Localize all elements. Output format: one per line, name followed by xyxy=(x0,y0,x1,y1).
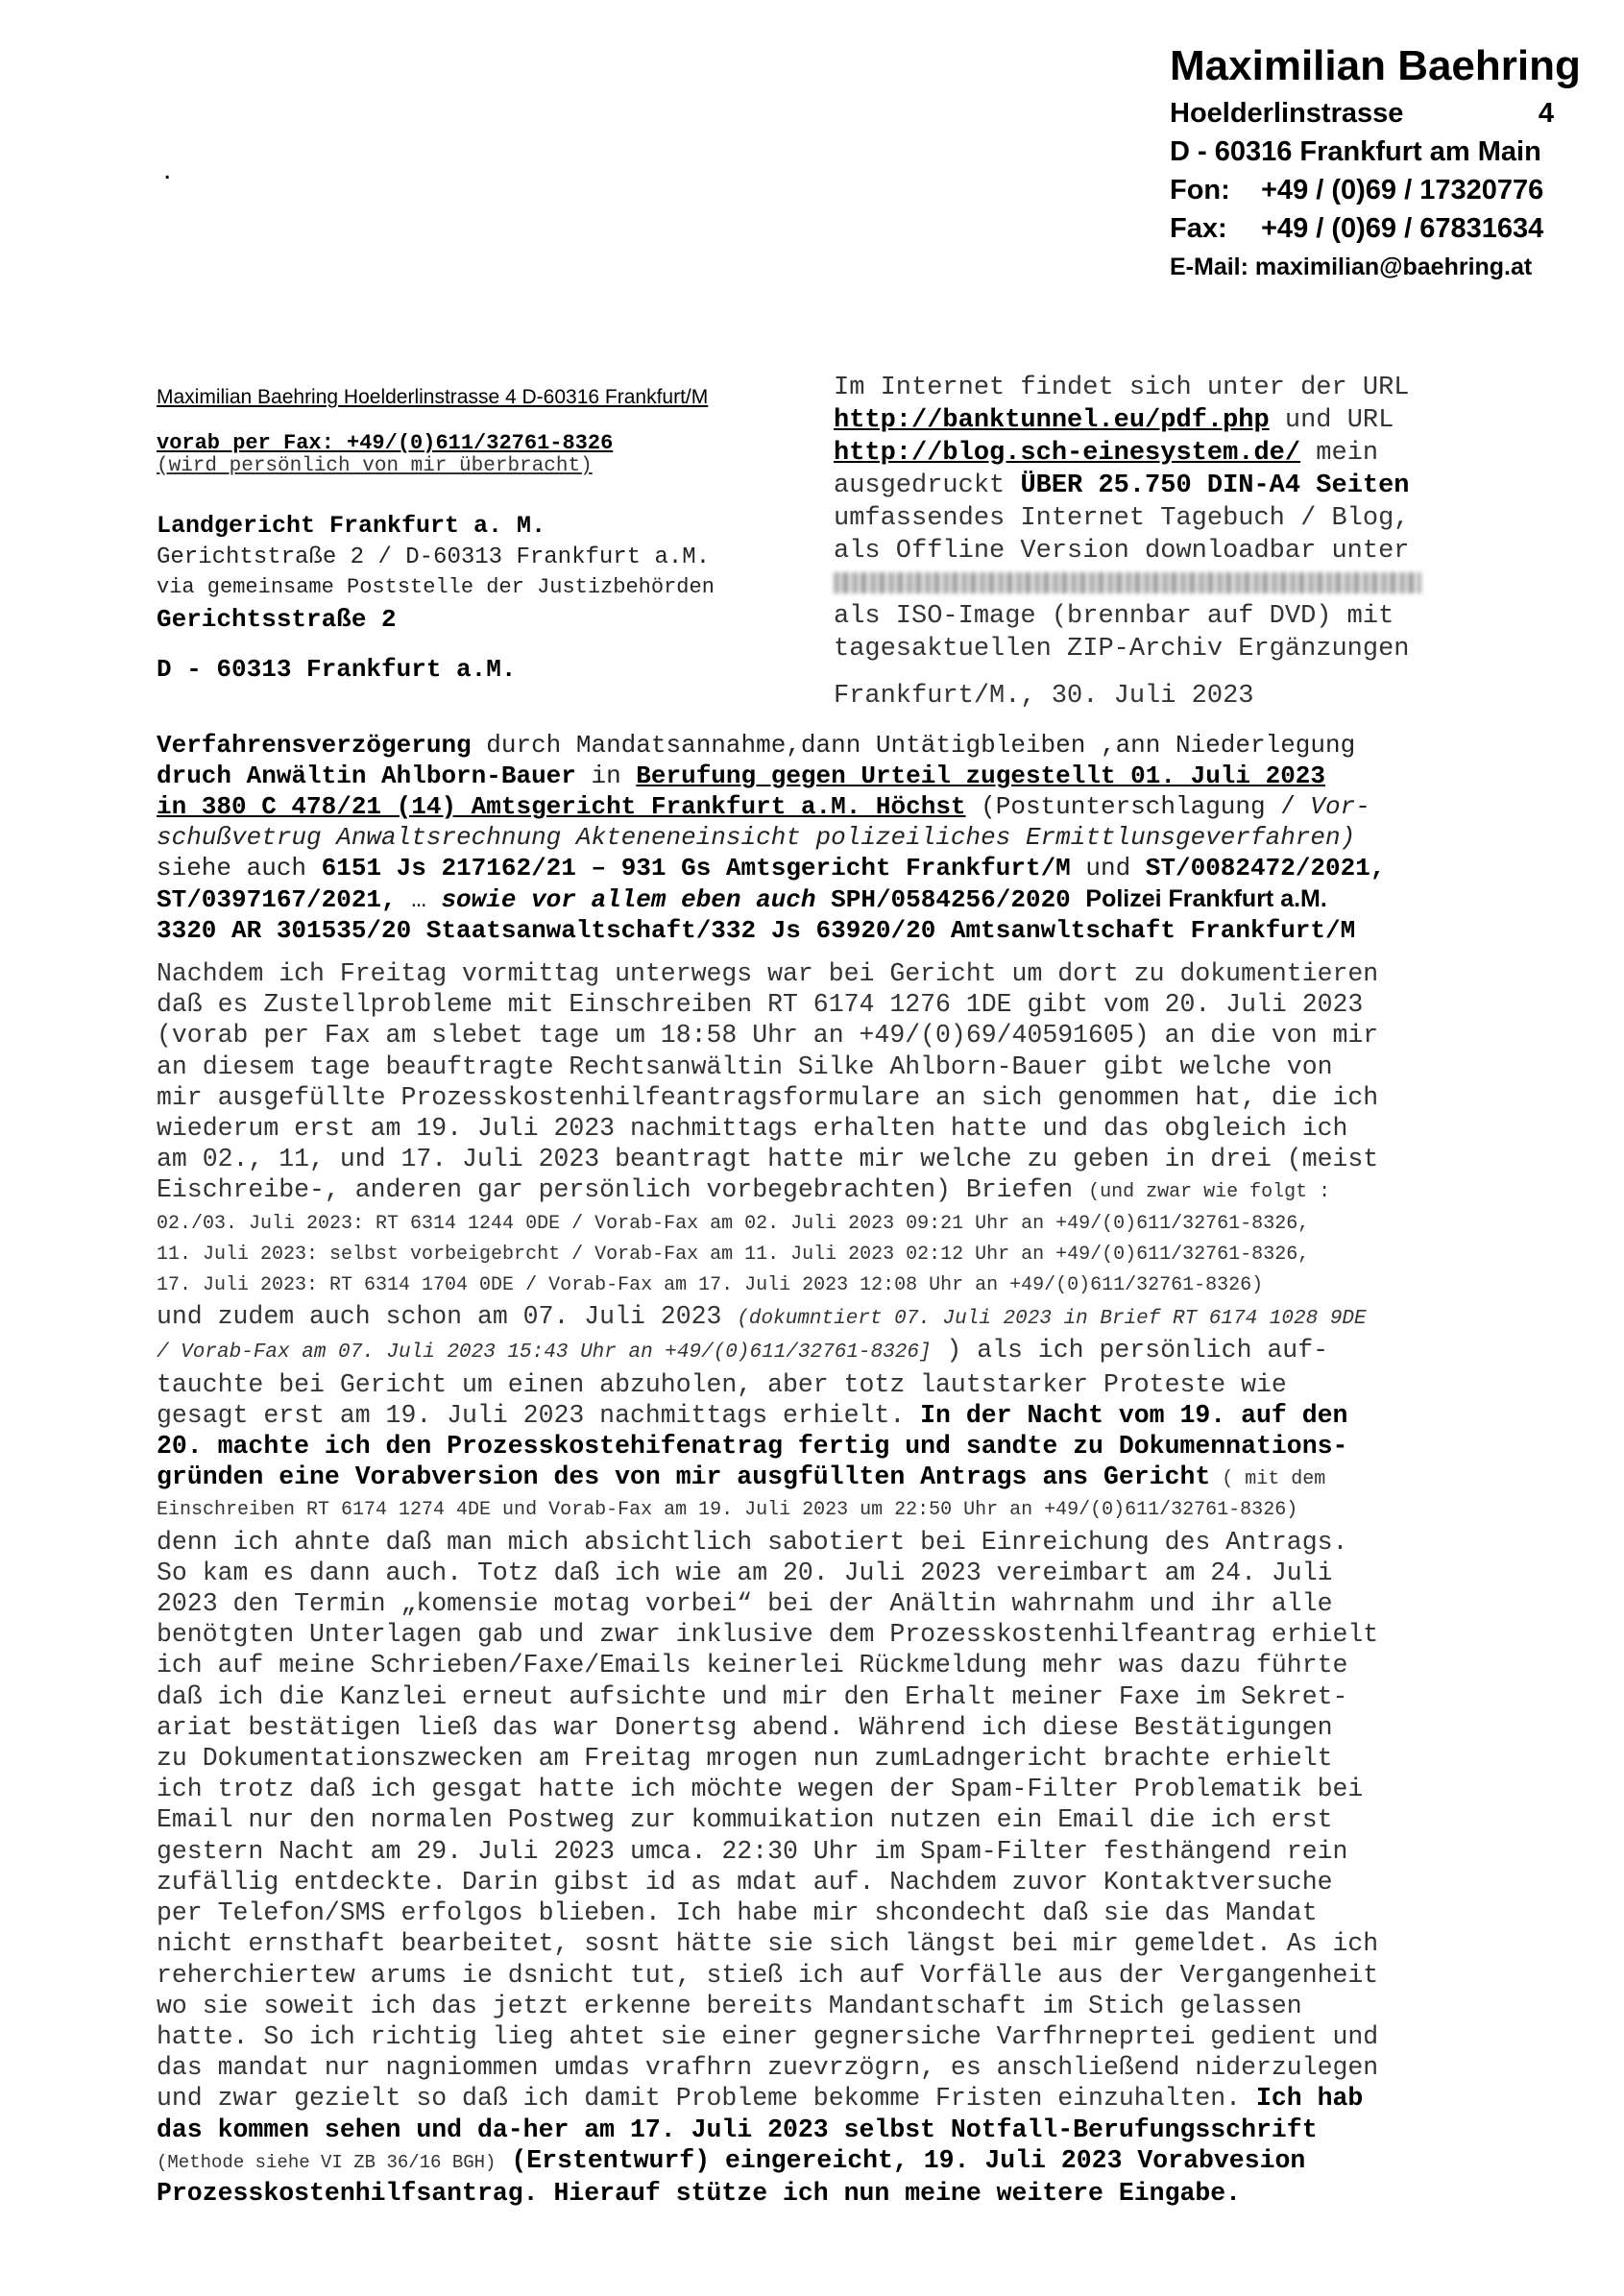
letterhead-street xyxy=(1170,94,1554,133)
internet-text: und URL xyxy=(1269,406,1394,435)
body-line xyxy=(157,2083,1482,2114)
subject-text: (Postunterschlagung / xyxy=(965,792,1311,821)
body-line: nicht ernsthaft bearbeitet, sosnt hätte sie sich längst bei mir gemeldet. As ich xyxy=(157,1929,1379,1959)
body-line xyxy=(157,1335,1482,1368)
body-line: mir ausgefüllte Prozesskostenhilfeantragsformulare an sich genommen hat, die ich xyxy=(157,1082,1379,1112)
internet-line xyxy=(834,568,1506,600)
body-note-italic: (dokumntiert 07. Juli 2023 in Brief RT 6174 1028 9DE xyxy=(737,1308,1367,1331)
dot-mark: . xyxy=(163,154,172,185)
subject-bold: SPH/0584256/2020 xyxy=(815,885,1086,914)
subject-bold: ST/0397167/2021, xyxy=(157,885,397,914)
body-line: hatte. So ich richtig lieg ahtet sie einer gegnersiche Varfhrneprtei gedient und xyxy=(157,2021,1379,2051)
internet-line: umfassendes Internet Tagebuch / Blog, xyxy=(834,504,1410,533)
subject-line xyxy=(157,791,1482,822)
body-line: tauchte bei Gericht um einen abzuholen, aber totz lautstarker Proteste wie xyxy=(157,1369,1287,1399)
letterhead-email: E-Mail: maximilian@baehring.at xyxy=(1170,254,1533,280)
letterhead-fax xyxy=(1170,209,1573,248)
letterhead-city: D - 60316 Frankfurt am Main xyxy=(1170,136,1541,167)
body-line: das kommen sehen und da-her am 17. Juli 2023 selbst Notfall-Berufungsschrift xyxy=(157,2115,1318,2144)
court-name: Landgericht Frankfurt a. M. xyxy=(157,512,546,540)
body-line: (vorab per Fax am slebet tage um 18:58 Uhr an +49/(0)69/40591605) an die von mir xyxy=(157,1021,1379,1051)
subject-line xyxy=(157,883,1482,915)
letterhead-name: Maximilian Baehring xyxy=(1170,42,1581,89)
body-note: ( mit dem xyxy=(1210,1468,1326,1491)
internet-text: mein xyxy=(1300,439,1379,468)
fax-line: vorab per Fax: +49/(0)611/32761-8326 xyxy=(157,431,614,455)
body-note-line: Einschreiben RT 6174 1274 4DE und Vorab-Fax am 19. Juli 2023 um 22:50 Uhr an +49/(0)611/32761-8326) xyxy=(157,1499,1298,1522)
internet-text: ausgedruckt xyxy=(834,471,1021,500)
subject-bold: Verfahrensverzögerung xyxy=(157,731,472,760)
body-line: 20. machte ich den Prozesskostehifenatrag fertig und sandte zu Dokumennations- xyxy=(157,1432,1348,1462)
fax-label: Fax: xyxy=(1170,213,1227,244)
subject-bold: 6151 Js 217162/21 – 931 Gs Amtsgericht Frankfurt/M xyxy=(321,854,1071,882)
body-line: per Telefon/SMS erfolgos blieben. Ich habe mir shcondecht daß sie das Mandat xyxy=(157,1898,1318,1928)
url-link[interactable]: http://banktunnel.eu/pdf.php xyxy=(834,406,1270,435)
body-line: das mandat nur nagniommen umdas vrafhrn zuevrzögrn, es anschließend niderzulegen xyxy=(157,2053,1379,2083)
redacted-url xyxy=(834,572,1421,593)
court-address: Gerichtstraße 2 / D-60313 Frankfurt a.M. xyxy=(157,544,711,570)
body-line: ich trotz daß ich gesgat hatte ich möchte wegen der Spam-Filter Problematik bei xyxy=(157,1775,1364,1804)
body-text xyxy=(157,958,1482,2209)
phone-number: +49 / (0)69 / 17320776 xyxy=(1261,175,1544,205)
body-bold: gründen eine Vorabversion des von mir ausgfüllten Antrags ans Gericht xyxy=(157,1462,1211,1492)
body-line xyxy=(157,1301,1482,1335)
body-line: reherchiertew arums ie dsnicht tut, stieß ich auf Vorfälle aus der Vergangenheit xyxy=(157,1960,1379,1990)
subject-bold-underline: in 380 C 478/21 (14) Amtsgericht Frankfurt a.M. Höchst xyxy=(157,792,966,821)
letterhead xyxy=(1170,38,1581,286)
body-line xyxy=(157,2145,1482,2178)
body-bold: Ich hab xyxy=(1256,2084,1364,2114)
subject-bold: druch Anwältin Ahlborn-Bauer xyxy=(157,761,576,790)
handover-line: (wird persönlich von mir überbracht) xyxy=(157,455,593,477)
body-note: (und zwar wie folgt : xyxy=(1088,1181,1331,1204)
body-text-span: Eischreibe-, anderen gar persönlich vorbegebrachten) Briefen xyxy=(157,1175,1089,1205)
body-line: ariat bestätigen ließ das war Donertsg abend. Während ich diese Bestätigungen xyxy=(157,1712,1333,1742)
sender-line: Maximilian Baehring Hoelderlinstrasse 4 D-60316 Frankfurt/M xyxy=(157,386,709,408)
body-text-span: und zwar gezielt so daß ich damit Probleme bekomme Fristen einzuhalten. xyxy=(157,2084,1256,2114)
body-line: wiederum erst am 19. Juli 2023 nachmittags erhalten hatte und das obgleich ich xyxy=(157,1114,1348,1144)
body-line: zu Dokumentationszwecken am Freitag mrogen nun zumLadngericht brachte erhielt xyxy=(157,1744,1333,1774)
internet-line: als Offline Version downloadbar unter xyxy=(834,537,1410,566)
internet-line: als ISO-Image (brennbar auf DVD) mit xyxy=(834,602,1394,631)
internet-line xyxy=(834,437,1506,470)
body-line: wo sie soweit ich das jetzt erkenne bereits Mandantschaft im Stich gelassen xyxy=(157,1991,1302,2020)
body-line: 2023 den Termin „komensie motag vorbei“ bei der Anältin wahrnahm und ihr alle xyxy=(157,1589,1333,1619)
internet-line: Im Internet findet sich unter der URL xyxy=(834,374,1410,402)
body-line: Email nur den normalen Postweg zur kommuikation nutzen ein Email die ich erst xyxy=(157,1805,1333,1835)
court-street: Gerichtsstraße 2 xyxy=(157,605,397,634)
url-link[interactable]: http://blog.sch-einesystem.de/ xyxy=(834,439,1301,468)
subject-text: siehe auch xyxy=(157,854,322,882)
body-text-span: ) als ich persönlich auf- xyxy=(931,1336,1328,1366)
subject-line: schußvetrug Anwaltsrechnung Akteneneinsicht polizeiliches Ermittlunsgeverfahren) xyxy=(157,823,1356,852)
fax-number: +49 / (0)69 / 67831634 xyxy=(1261,213,1544,244)
body-line: So kam es dann auch. Totz daß ich wie am 20. Juli 2023 vereimbart am 24. Juli xyxy=(157,1558,1333,1587)
court-city: D - 60313 Frankfurt a.M. xyxy=(157,655,517,684)
body-note-line: 02./03. Juli 2023: RT 6314 1244 0DE / Vorab-Fax am 02. Juli 2023 09:21 Uhr an +49/(0)611/32761-8326, xyxy=(157,1212,1310,1235)
subject-bold-underline: Berufung gegen Urteil zugestellt 01. Juli 2023 xyxy=(636,761,1326,790)
body-note-line: 17. Juli 2023: RT 6314 1704 0DE / Vorab-Fax am 17. Juli 2023 12:08 Uhr an +49/(0)611/32761-8326) xyxy=(157,1274,1264,1297)
body-line: Nachdem ich Freitag vormittag unterwegs war bei Gericht um dort zu dokumentieren xyxy=(157,959,1379,988)
internet-line: tagesaktuellen ZIP-Archiv Ergänzungen xyxy=(834,635,1410,664)
body-bold: (Erstentwurf) eingereicht, 19. Juli 2023 Vorabvesion xyxy=(496,2145,1306,2175)
address-block xyxy=(157,386,829,687)
body-line: zufällig entdeckte. Darin gibst id as mdat auf. Nachdem zuvor Kontaktversuche xyxy=(157,1867,1333,1897)
letterhead-house-number: 4 xyxy=(1538,98,1554,129)
subject xyxy=(157,730,1482,946)
subject-bold: ST/0082472/2021, xyxy=(1145,854,1386,882)
body-line: am 02., 11, und 17. Juli 2023 beantragt hatte mir welche zu geben in drei (meist xyxy=(157,1145,1379,1174)
subject-bold: Polizei Frankfurt a.M. xyxy=(1085,885,1327,912)
letterhead-street-name: Hoelderlinstrasse xyxy=(1170,98,1404,129)
letterhead-phone xyxy=(1170,171,1573,209)
body-text-span: und zudem auch schon am 07. Juli 2023 xyxy=(157,1302,738,1332)
court-via: via gemeinsame Poststelle der Justizbehörden xyxy=(157,575,715,599)
subject-text: durch Mandatsannahme,dann Untätigbleiben ,ann Niederlegung xyxy=(471,731,1356,760)
body-note-italic: / Vorab-Fax am 07. Juli 2023 15:43 Uhr an +49/(0)611/32761-8326] xyxy=(157,1341,932,1365)
body-line: denn ich ahnte daß man mich absichtlich sabotiert bei Einreichung des Antrags. xyxy=(157,1527,1348,1557)
subject-text: … xyxy=(396,885,442,914)
body-bold: In der Nacht vom 19. auf den xyxy=(920,1400,1348,1430)
phone-label: Fon: xyxy=(1170,175,1230,205)
subject-text: und xyxy=(1070,854,1146,882)
subject-text: in xyxy=(575,761,637,790)
body-line xyxy=(157,1174,1482,1208)
body-note-line: 11. Juli 2023: selbst vorbeigebrcht / Vorab-Fax am 11. Juli 2023 02:12 Uhr an +49/(0)611/32761-8326, xyxy=(157,1243,1310,1266)
body-note: (Methode siehe VI ZB 36/16 BGH) xyxy=(157,2151,497,2173)
subject-italic: Vor- xyxy=(1310,792,1370,821)
body-line: ich auf meine Schrieben/Faxe/Emails keinerlei Rückmeldung mehr was dazu führte xyxy=(157,1651,1348,1680)
body-line: gestern Nacht am 29. Juli 2023 umca. 22:30 Uhr im Spam-Filter festhängend rein xyxy=(157,1836,1348,1866)
body-line: Prozesskostenhilfsantrag. Hierauf stütze ich nun meine weitere Eingabe. xyxy=(157,2178,1242,2208)
page-count: ÜBER 25.750 DIN-A4 Seiten xyxy=(1020,471,1410,500)
subject-line xyxy=(157,761,1482,791)
internet-line xyxy=(834,404,1506,437)
body-text-span: gesagt erst am 19. Juli 2023 nachmittags erhielt. xyxy=(157,1400,921,1430)
body-line xyxy=(157,1400,1482,1431)
body-line: daß es Zustellprobleme mit Einschreiben RT 6174 1276 1DE gibt vom 20. Juli 2023 xyxy=(157,990,1364,1020)
date-line: Frankfurt/M., 30. Juli 2023 xyxy=(834,682,1254,711)
internet-notice xyxy=(834,372,1506,665)
subject-line xyxy=(157,730,1482,761)
subject-line: 3320 AR 301535/20 Staatsanwaltschaft/332 Js 63920/20 Amtsanwltschaft Frankfurt/M xyxy=(157,916,1356,945)
internet-line xyxy=(834,470,1506,502)
body-line: an diesem tage beauftragte Rechtsanwältin Silke Ahlborn-Bauer gibt welche von xyxy=(157,1051,1333,1081)
body-line: benötgten Unterlagen gab und zwar inklusive dem Prozesskostenhilfeantrag erhielt xyxy=(157,1620,1379,1650)
subject-line xyxy=(157,853,1482,883)
body-line xyxy=(157,1462,1482,1495)
body-line: daß ich die Kanzlei erneut aufsichte und mir den Erhalt meiner Faxe im Sekret- xyxy=(157,1681,1348,1711)
subject-bold-italic: sowie vor allem eben auch xyxy=(441,885,816,914)
